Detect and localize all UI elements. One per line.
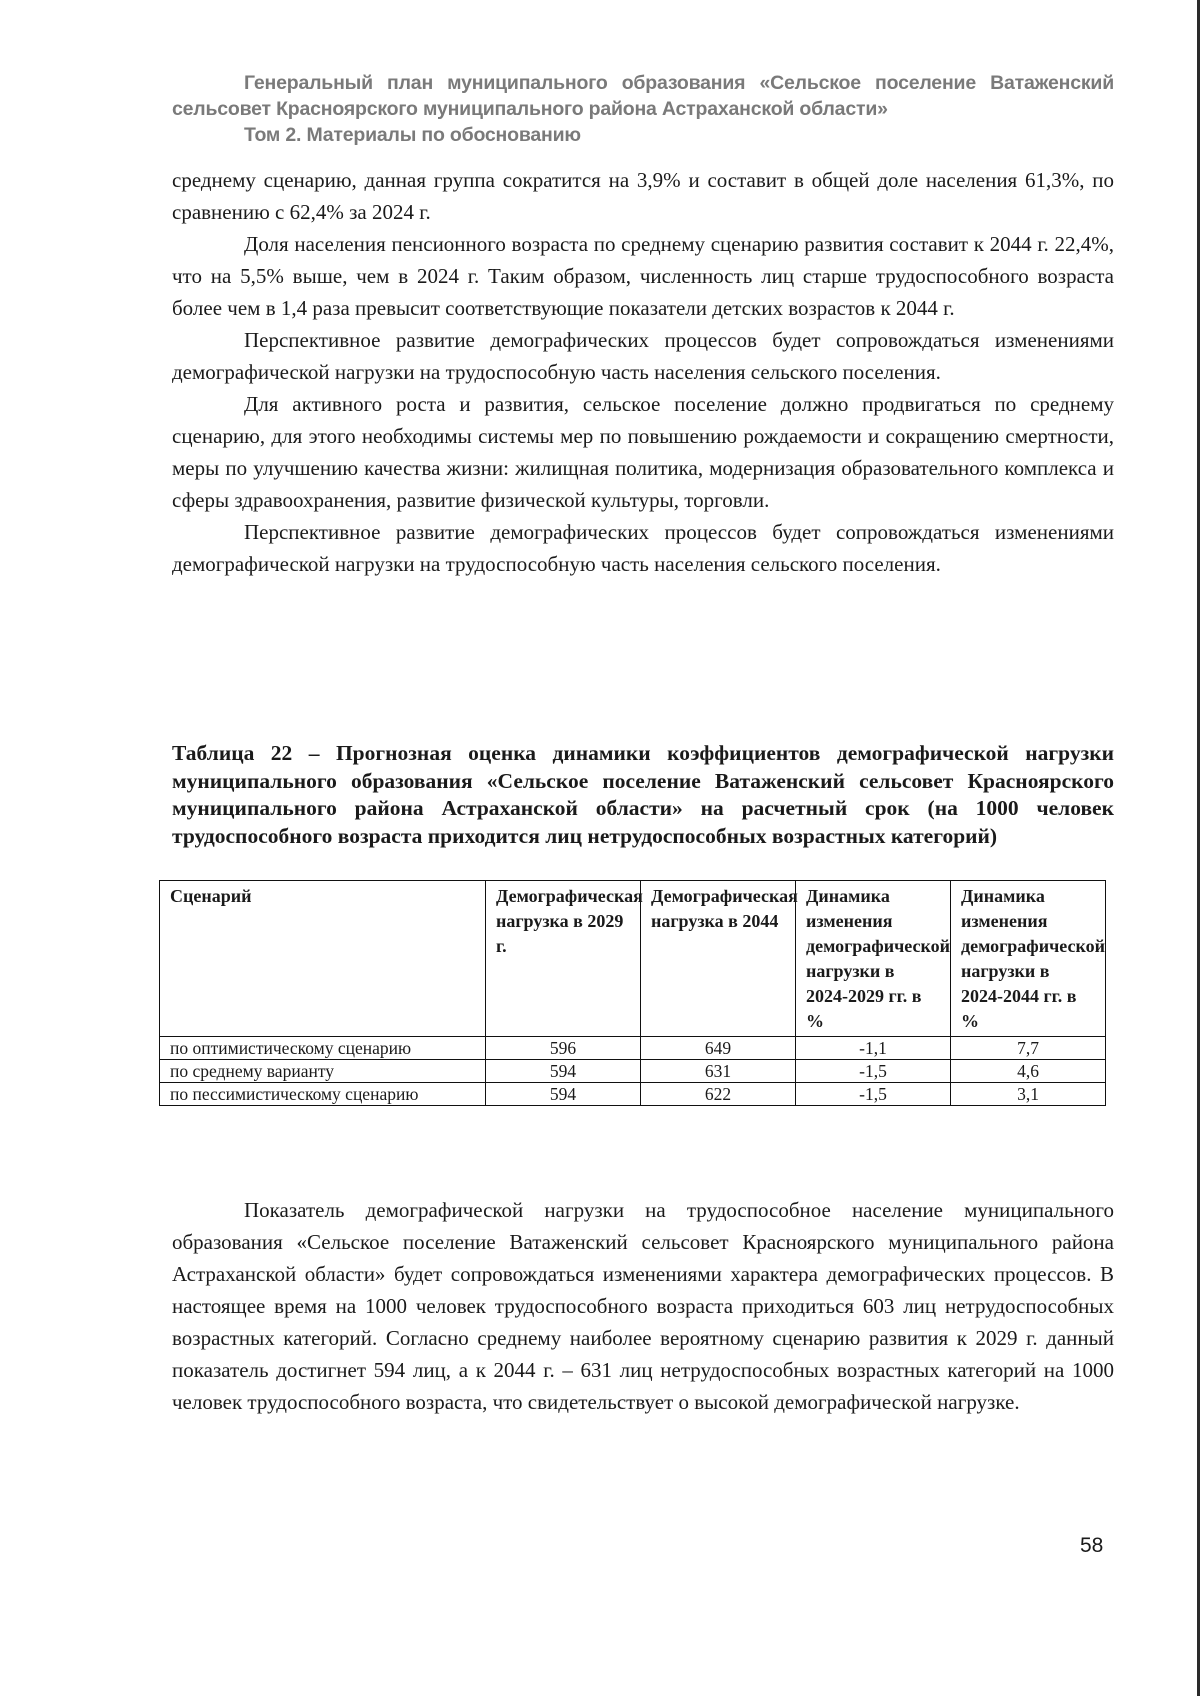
- paragraph-continuation: среднему сценарию, данная группа сократится на 3,9% и составит в общей доле населения 61,3%, по сравнению с 62,4% за 2024 г.: [172, 168, 1114, 224]
- header-dynamics-2024-2044: Динамика изменения демографической нагрузки в 2024-2044 гг. в %: [951, 881, 1106, 1037]
- header-line-1: Генеральный план муниципального образования «Сельское поселение Ватаженский: [244, 72, 1114, 94]
- cell-scenario: по среднему варианту: [160, 1060, 486, 1083]
- cell-dynamics-2044: 3,1: [951, 1083, 1106, 1106]
- header-dynamics-2024-2029: Динамика изменения демографической нагрузки в 2024-2029 гг. в %: [796, 881, 951, 1037]
- cell-scenario: по пессимистическому сценарию: [160, 1083, 486, 1106]
- cell-load-2029: 596: [486, 1037, 641, 1060]
- table-caption: Таблица 22 – Прогнозная оценка динамики коэффициентов демографической нагрузки муниципального образования «Сельское поселение Ватаженский сельсовет Красноярского муниципального района Астраханской области» на расчетный срок (на 1000 человек трудоспособного возраста приходится лиц нетрудоспособных возрастных категорий): [172, 741, 1114, 848]
- cell-load-2044: 649: [641, 1037, 796, 1060]
- table-row: [160, 1060, 1106, 1083]
- paragraph-load-indicator: Показатель демографической нагрузки на трудоспособное население муниципального образования «Сельское поселение Ватаженский сельсовет Красноярского муниципального района Астраханской области» будет сопровождаться изменениями характера демографических процессов. В настоящее время на 1000 человек трудоспособного возраста приходиться 603 лиц нетрудоспособных возрастных категорий. Согласно среднему наиболее вероятному сценарию развития к 2029 г. данный показатель достигнет 594 лиц, а к 2044 г. – 631 лиц нетрудоспособных возрастных категорий на 1000 человек трудоспособного возраста, что свидетельствует о высокой демографической нагрузке.: [172, 1198, 1114, 1414]
- header-line-2: сельсовет Красноярского муниципального района Астраханской области»: [172, 98, 888, 120]
- cell-load-2029: 594: [486, 1083, 641, 1106]
- cell-dynamics-2044: 7,7: [951, 1037, 1106, 1060]
- paragraph-demographic-load: Перспективное развитие демографических процессов будет сопровождаться изменениями демографической нагрузки на трудоспособную часть населения сельского поселения.: [172, 328, 1114, 384]
- cell-dynamics-2029: -1,1: [796, 1037, 951, 1060]
- body-text-after-table: [172, 1194, 1114, 1418]
- header-scenario: Сценарий: [160, 881, 486, 1037]
- cell-dynamics-2044: 4,6: [951, 1060, 1106, 1083]
- document-header: [172, 70, 1114, 148]
- cell-dynamics-2029: -1,5: [796, 1083, 951, 1106]
- page-number: 58: [1080, 1534, 1104, 1557]
- table-row: [160, 1083, 1106, 1106]
- cell-dynamics-2029: -1,5: [796, 1060, 951, 1083]
- table-row: [160, 1037, 1106, 1060]
- header-load-2029: Демографическая нагрузка в 2029 г.: [486, 881, 641, 1037]
- cell-load-2044: 631: [641, 1060, 796, 1083]
- table-header-row: [160, 881, 1106, 1037]
- demographic-load-table: [159, 880, 1106, 1106]
- body-text: [172, 164, 1114, 580]
- cell-scenario: по оптимистическому сценарию: [160, 1037, 486, 1060]
- header-line-3: Том 2. Материалы по обоснованию: [244, 124, 581, 146]
- paragraph-demographic-load-repeat: Перспективное развитие демографических процессов будет сопровождаться изменениями демографической нагрузки на трудоспособную часть населения сельского поселения.: [172, 520, 1114, 576]
- paragraph-pension-share: Доля населения пенсионного возраста по среднему сценарию развития составит к 2044 г. 22,4%, что на 5,5% выше, чем в 2024 г. Таким образом, численность лиц старше трудоспособного возраста более чем в 1,4 раза превысит соответствующие показатели детских возрастов к 2044 г.: [172, 232, 1114, 320]
- cell-load-2029: 594: [486, 1060, 641, 1083]
- paragraph-growth-measures: Для активного роста и развития, сельское поселение должно продвигаться по среднему сценарию, для этого необходимы системы мер по повышению рождаемости и сокращению смертности, меры по улучшению качества жизни: жилищная политика, модернизация образовательного комплекса и сферы здравоохранения, развитие физической культуры, торговли.: [172, 392, 1114, 512]
- cell-load-2044: 622: [641, 1083, 796, 1106]
- header-load-2044: Демографическая нагрузка в 2044: [641, 881, 796, 1037]
